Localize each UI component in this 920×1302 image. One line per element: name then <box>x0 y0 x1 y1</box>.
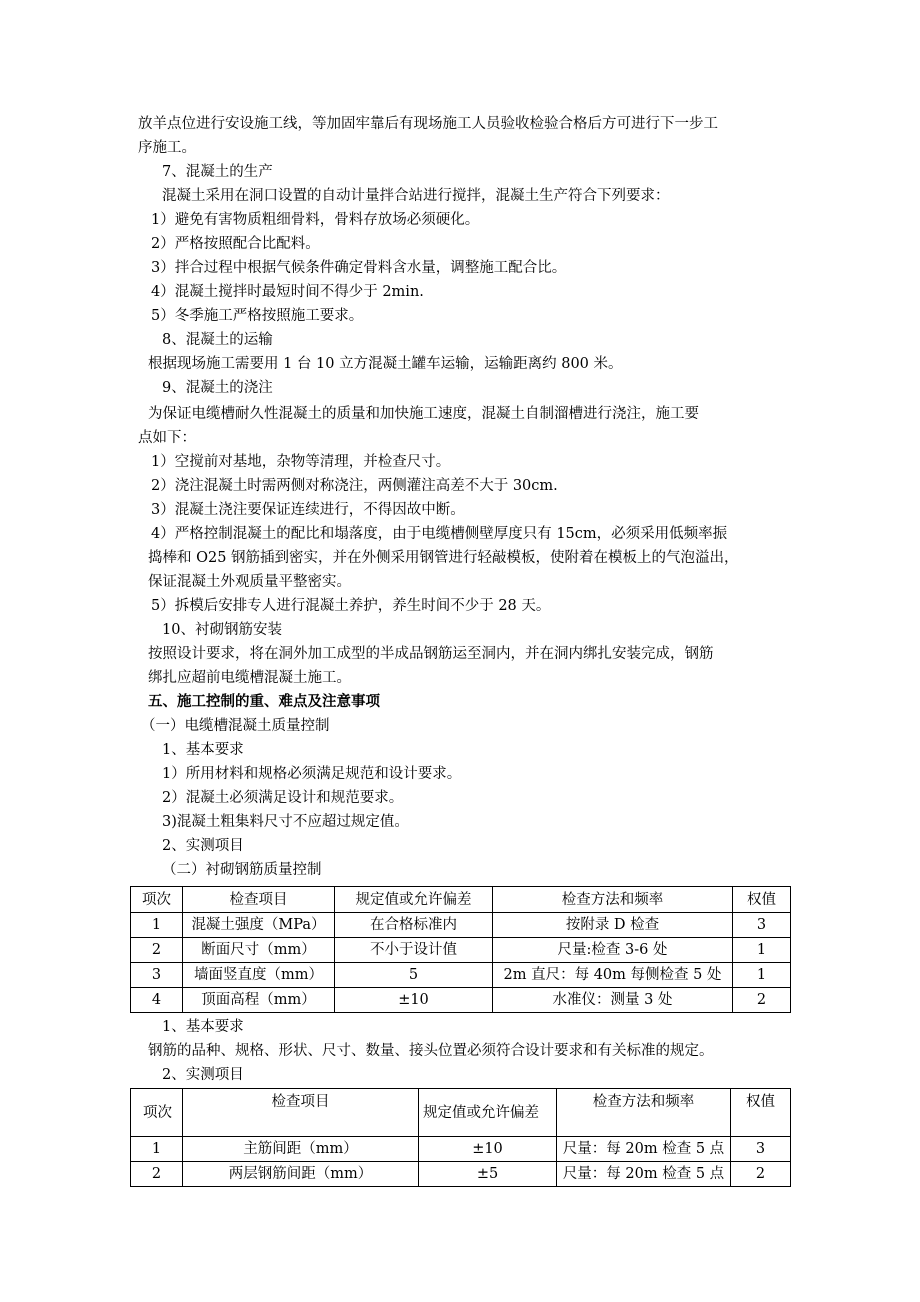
table-cell: 在合格标准内 <box>335 913 493 938</box>
section-heading: 2、实测项目 <box>162 1067 244 1083</box>
list-item: 1）所用材料和规格必须满足规范和设计要求。 <box>162 766 462 782</box>
table-row <box>131 938 791 963</box>
table-cell: 1 <box>733 963 791 988</box>
table-row <box>131 1162 791 1187</box>
table-header-cell: 权值 <box>731 1089 791 1137</box>
text-line: 保证混凝土外观质量平整密实。 <box>148 574 351 590</box>
concrete-quality-table <box>130 886 791 1013</box>
table-header-cell: 检查方法和频率 <box>493 887 733 913</box>
list-item: 3)混凝土粗集料尺寸不应超过规定值。 <box>162 814 409 830</box>
section-heading: 1、基本要求 <box>162 1019 244 1035</box>
table-header-cell: 规定值或允许偏差 <box>335 887 493 913</box>
table-cell: 断面尺寸（mm） <box>183 938 335 963</box>
text-line: 捣棒和 O25 钢筋插到密实，并在外侧采用钢管进行轻敲模板，使附着在模板上的气泡溢出， <box>148 550 739 566</box>
table-cell: 按附录 D 检查 <box>493 913 733 938</box>
list-item: 5）冬季施工严格按照施工要求。 <box>151 308 364 324</box>
table-cell: 3 <box>733 913 791 938</box>
subsection-heading: （二）衬砌钢筋质量控制 <box>162 862 322 878</box>
text-line: 序施工。 <box>138 140 196 156</box>
table-cell: 5 <box>335 963 493 988</box>
table-cell: ±5 <box>419 1162 557 1187</box>
table-header-cell: 检查项目 <box>183 1089 419 1137</box>
table-cell: 2 <box>131 1162 183 1187</box>
table-cell: 4 <box>131 988 183 1013</box>
table-cell: 尺量：每 20m 检查 5 点 <box>557 1162 731 1187</box>
table-cell: 1 <box>733 938 791 963</box>
table-cell: 2 <box>733 988 791 1013</box>
list-item: 2）混凝土必须满足设计和规范要求。 <box>162 790 404 806</box>
table-cell: 2m 直尺：每 40m 每侧检查 5 处 <box>493 963 733 988</box>
list-item: 2）严格按照配合比配料。 <box>151 236 320 252</box>
table-cell: 2 <box>731 1162 791 1187</box>
text-line: 按照设计要求，将在洞外加工成型的半成品钢筋运至洞内，并在洞内绑扎安装完成，钢筋 <box>148 646 714 662</box>
list-item: 2）浇注混凝土时需两侧对称浇注，两侧灌注高差不大于 30cm. <box>151 478 558 494</box>
table-header-cell: 检查方法和频率 <box>557 1089 731 1137</box>
table-cell: 顶面高程（mm） <box>183 988 335 1013</box>
list-item: 3）混凝土浇注要保证连续进行，不得因故中断。 <box>151 502 465 518</box>
table-header-cell: 权值 <box>733 887 791 913</box>
table-cell: 混凝土强度（MPa） <box>183 913 335 938</box>
table-header-row <box>131 887 791 913</box>
table-header-cell: 检查项目 <box>183 887 335 913</box>
table-header-row <box>131 1089 791 1137</box>
table-header-cell: 项次 <box>131 1089 183 1137</box>
table-cell: 3 <box>731 1137 791 1162</box>
section-heading: 8、混凝土的运输 <box>162 332 273 348</box>
section-heading: 7、混凝土的生产 <box>162 164 273 180</box>
table-row <box>131 1137 791 1162</box>
table-cell: 主筋间距（mm） <box>183 1137 419 1162</box>
list-item: 4）严格控制混凝土的配比和塌落度，由于电缆槽侧壁厚度只有 15cm，必须采用低频率振 <box>151 526 728 542</box>
table-cell: 不小于设计值 <box>335 938 493 963</box>
list-item: 1）空搅前对基地，杂物等清理，并检查尺寸。 <box>151 454 451 470</box>
rebar-quality-table <box>130 1088 791 1187</box>
table-cell: 墙面竖直度（mm） <box>183 963 335 988</box>
table-cell: ±10 <box>335 988 493 1013</box>
table-cell: 1 <box>131 1137 183 1162</box>
table-row <box>131 913 791 938</box>
table-cell: 1 <box>131 913 183 938</box>
text-line: 混凝土采用在洞口设置的自动计量拌合站进行搅拌，混凝土生产符合下列要求： <box>162 188 670 204</box>
table-cell: 3 <box>131 963 183 988</box>
table-row <box>131 963 791 988</box>
section-heading: 10、衬砌钢筋安装 <box>162 622 282 638</box>
list-item: 3）拌合过程中根据气候条件确定骨料含水量，调整施工配合比。 <box>151 260 567 276</box>
table-cell: 两层钢筋间距（mm） <box>183 1162 419 1187</box>
section-heading: 9、混凝土的浇注 <box>162 380 273 396</box>
table-cell: 水准仪：测量 3 处 <box>493 988 733 1013</box>
table-cell: ±10 <box>419 1137 557 1162</box>
list-item: 1）避免有害物质粗细骨料，骨料存放场必须硬化。 <box>151 212 480 228</box>
chapter-heading: 五、施工控制的重、难点及注意事项 <box>148 693 380 710</box>
list-item: 4）混凝土搅拌时最短时间不得少于 2min. <box>151 284 424 300</box>
table-row <box>131 988 791 1013</box>
text-line: 点如下： <box>138 430 196 446</box>
text-line: 根据现场施工需要用 1 台 10 立方混凝土罐车运输，运输距离约 800 米。 <box>148 356 623 372</box>
text-line: 钢筋的品种、规格、形状、尺寸、数量、接头位置必须符合设计要求和有关标准的规定。 <box>148 1043 714 1059</box>
text-line: 绑扎应超前电缆槽混凝土施工。 <box>148 670 351 686</box>
text-line: 放羊点位进行安设施工线，等加固牢靠后有现场施工人员验收检验合格后方可进行下一步工 <box>138 116 718 132</box>
text-line: 为保证电缆槽耐久性混凝土的质量和加快施工速度，混凝土自制溜槽进行浇注，施工要 <box>148 406 699 422</box>
table-cell: 尺量：每 20m 检查 5 点 <box>557 1137 731 1162</box>
section-heading: 1、基本要求 <box>162 742 244 758</box>
table-cell: 2 <box>131 938 183 963</box>
table-cell: 尺量:检查 3-6 处 <box>493 938 733 963</box>
table-header-cell: 项次 <box>131 887 183 913</box>
subsection-heading: （一）电缆槽混凝土质量控制 <box>141 718 330 734</box>
table-header-cell: 规定值或允许偏差 <box>419 1089 557 1137</box>
section-heading: 2、实测项目 <box>162 838 244 854</box>
list-item: 5）拆模后安排专人进行混凝土养护，养生时间不少于 28 天。 <box>151 598 551 614</box>
